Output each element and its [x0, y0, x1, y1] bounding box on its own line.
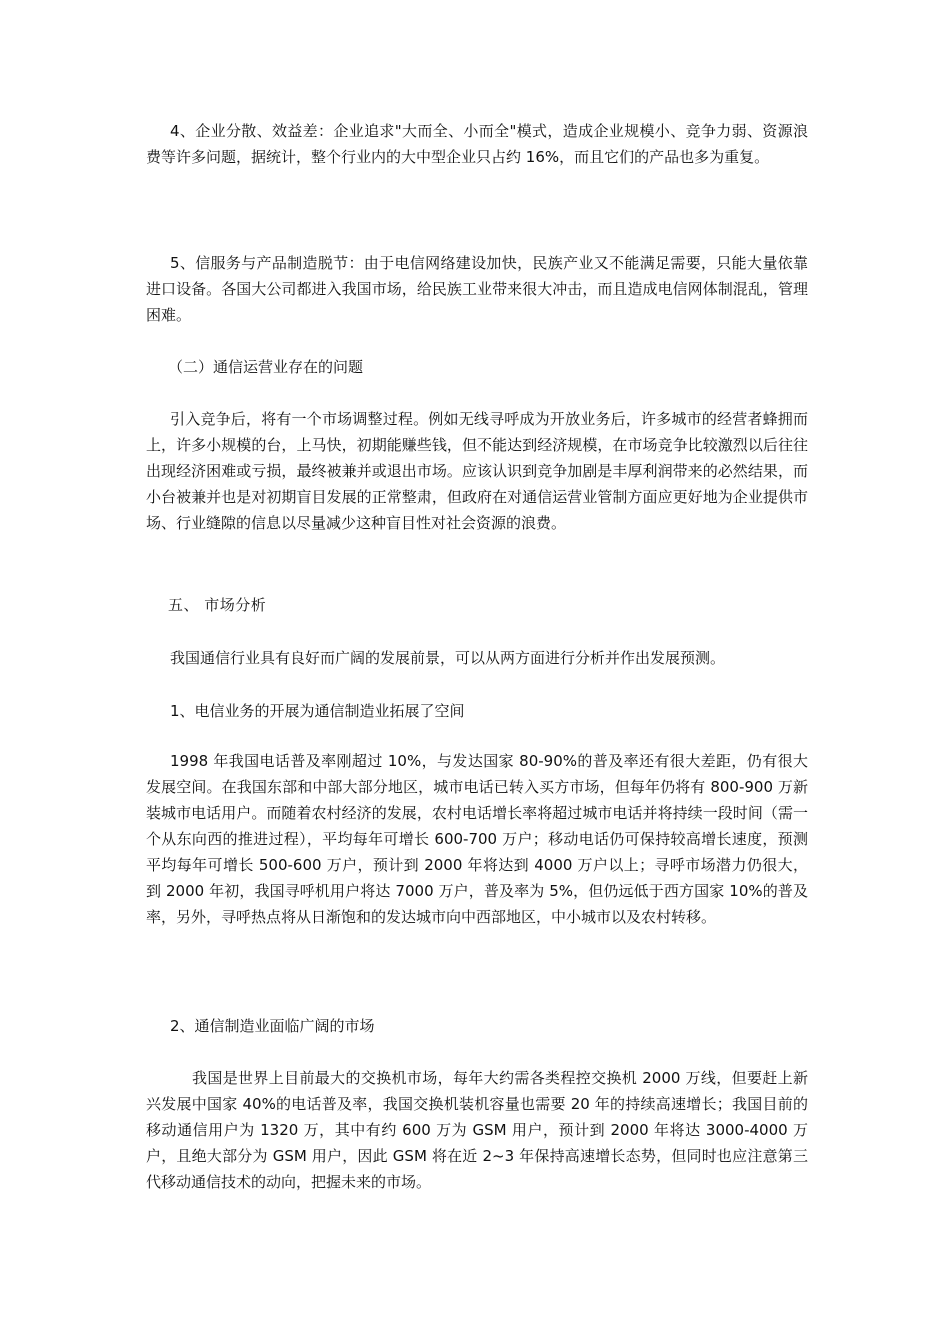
paragraph-enterprise-dispersion: 4、企业分散、效益差：企业追求"大而全、小而全"模式，造成企业规模小、竞争力弱、资源浪费等许多问题，据统计，整个行业内的大中型企业只占约 16%，而且它们的产品也多为重复。	[146, 122, 808, 166]
paragraph-switch-market: 我国是世界上目前最大的交换机市场，每年大约需各类程控交换机 2000 万线，但要赶上新兴发展中国家 40%的电话普及率，我国交换机装机容量也需要 20 年的持续高速增长；我国目前的移动通信用户为 1320 万，其中有约 600 万为 GSM 用户，预计到 2000 年将达 3000-4000 万户，且绝大部分为 GSM 用户，因此 GSM 将在近 2~3 年保持高速增长态势，但同时也应注意第三代移动通信技术的动向，把握未来的市场。	[146, 1069, 808, 1191]
subheading-manufacturing-market: 2、通信制造业面临广阔的市场	[170, 1017, 375, 1035]
paragraph-competition: 引入竞争后，将有一个市场调整过程。例如无线寻呼成为开放业务后，许多城市的经营者蜂拥而上，许多小规模的台，上马快，初期能赚些钱，但不能达到经济规模，在市场竞争比较激烈以后往往出现经济困难或亏损，最终被兼并或退出市场。应该认识到竞争加剧是丰厚利润带来的必然结果，而小台被兼并也是对初期盲目发展的正常整肃，但政府在对通信运营业管制方面应更好地为企业提供市场、行业缝隙的信息以尽量减少这种盲目性对社会资源的浪费。	[146, 410, 808, 532]
paragraph-service-manufacturing-gap: 5、信服务与产品制造脱节：由于电信网络建设加快，民族产业又不能满足需要，只能大量依靠进口设备。各国大公司都进入我国市场，给民族工业带来很大冲击，而且造成电信网体制混乱，管理困难。	[146, 254, 808, 324]
subheading-operator-problems: （二）通信运营业存在的问题	[168, 358, 364, 376]
section-heading-market-analysis: 五、 市场分析	[168, 596, 267, 614]
paragraph-phone-penetration: 1998 年我国电话普及率刚超过 10%，与发达国家 80-90%的普及率还有很大差距，仍有很大发展空间。在我国东部和中部大部分地区，城市电话已转入买方市场，但每年仍将有 800-900 万新装城市电话用户。而随着农村经济的发展，农村电话增长率将超过城市电话并将持续一段时间（需一个从东向西的推进过程），平均每年可增长 600-700 万户；移动电话仍可保持较高增长速度，预测平均每年可增长 500-600 万户，预计到 2000 年将达到 4000 万户以上；寻呼市场潜力仍很大，到 2000 年初，我国寻呼机用户将达 7000 万户，普及率为 5%，但仍远低于西方国家 10%的普及率，另外，寻呼热点将从日渐饱和的发达城市向中西部地区，中小城市以及农村转移。	[146, 752, 808, 926]
paragraph-market-intro: 我国通信行业具有良好而广阔的发展前景，可以从两方面进行分析并作出发展预测。	[170, 649, 726, 667]
subheading-telecom-services: 1、电信业务的开展为通信制造业拓展了空间	[170, 702, 465, 720]
